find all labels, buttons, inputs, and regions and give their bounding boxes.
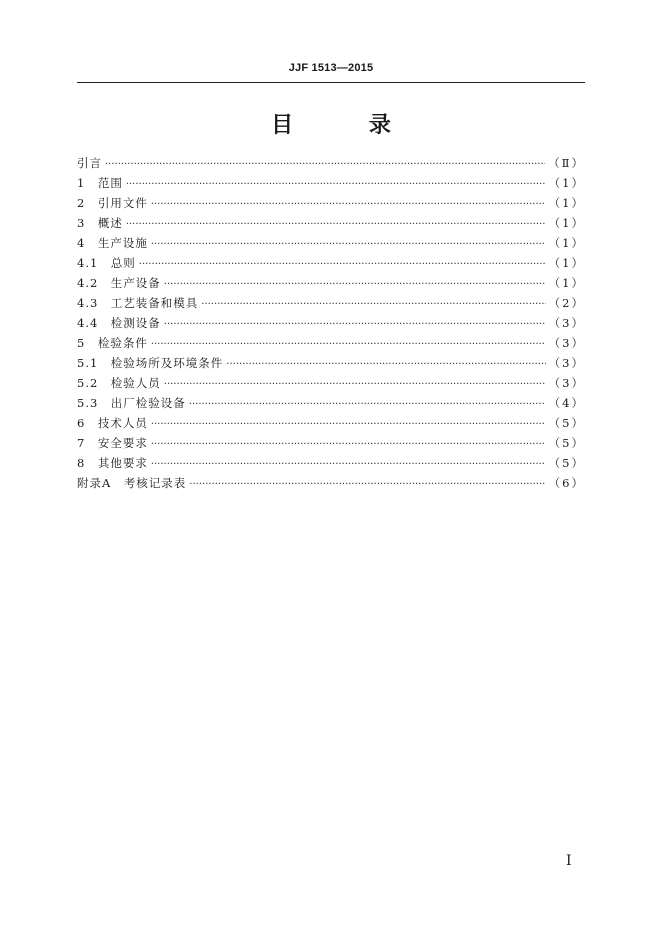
toc-page-number: （3） [548, 316, 585, 330]
toc-page-number: （Ⅱ） [548, 156, 585, 170]
toc-entry-label: 4.4 检测设备 [77, 316, 161, 330]
toc-dot-leader [151, 435, 546, 455]
toc-dot-leader [151, 455, 546, 475]
toc-entry-label: 7 安全要求 [77, 436, 148, 450]
toc-dot-leader [164, 275, 546, 295]
toc-dot-leader [164, 375, 546, 395]
toc-entry-inspection-site[interactable] [77, 353, 585, 373]
toc-page-number: （1） [548, 176, 585, 190]
toc-entry-label: 4 生产设施 [77, 236, 148, 250]
toc-dot-leader [201, 295, 545, 315]
toc-page-number: （5） [548, 416, 585, 430]
toc-page-number: （1） [548, 276, 585, 290]
toc-page-number: （1） [548, 236, 585, 250]
toc-entry-production-equipment[interactable] [77, 273, 585, 293]
toc-page-number: （3） [548, 356, 585, 370]
header-rule [77, 82, 585, 83]
toc-entry-label: 4.2 生产设备 [77, 276, 161, 290]
toc-page-number: （1） [548, 196, 585, 210]
toc-entry-label: 4.3 工艺装备和模具 [77, 296, 199, 310]
toc-page-number: （1） [548, 216, 585, 230]
toc-entry-production-facilities[interactable] [77, 233, 585, 253]
toc-dot-leader [189, 395, 546, 415]
table-of-contents [77, 153, 585, 493]
page-number: Ⅰ [566, 854, 572, 869]
toc-entry-label: 5.2 检验人员 [77, 376, 161, 390]
toc-dot-leader [164, 315, 546, 335]
page-title: 目 录 [271, 113, 425, 138]
toc-page-number: （3） [548, 376, 585, 390]
toc-entry-testing-equipment[interactable] [77, 313, 585, 333]
toc-entry-label: 4.1 总则 [77, 256, 136, 270]
toc-entry-label: 附录A 考核记录表 [77, 476, 187, 490]
toc-entry-overview[interactable] [77, 213, 585, 233]
toc-dot-leader [151, 235, 546, 255]
toc-entry-label: 1 范围 [77, 176, 123, 190]
toc-entry-technical-personnel[interactable] [77, 413, 585, 433]
toc-page-number: （5） [548, 436, 585, 450]
toc-entry-appendix-a[interactable] [77, 473, 585, 493]
toc-entry-safety-requirements[interactable] [77, 433, 585, 453]
toc-dot-leader [105, 155, 545, 175]
toc-page-number: （1） [548, 256, 585, 270]
toc-page-number: （5） [548, 456, 585, 470]
toc-entry-label: 5 检验条件 [77, 336, 148, 350]
toc-dot-leader [151, 415, 546, 435]
toc-entry-other-requirements[interactable] [77, 453, 585, 473]
toc-dot-leader [189, 475, 545, 495]
toc-entry-factory-inspection-equipment[interactable] [77, 393, 585, 413]
toc-page-number: （4） [548, 396, 585, 410]
toc-page-number: （2） [548, 296, 585, 310]
toc-dot-leader [126, 175, 546, 195]
toc-entry-label: 引言 [77, 156, 102, 170]
toc-entry-inspection-conditions[interactable] [77, 333, 585, 353]
toc-entry-inspection-personnel[interactable] [77, 373, 585, 393]
toc-entry-label: 2 引用文件 [77, 196, 148, 210]
toc-entry-references[interactable] [77, 193, 585, 213]
toc-dot-leader [139, 255, 546, 275]
toc-entry-general[interactable] [77, 253, 585, 273]
toc-dot-leader [151, 195, 546, 215]
toc-dot-leader [226, 355, 545, 375]
toc-entry-label: 6 技术人员 [77, 416, 148, 430]
toc-entry-foreword[interactable] [77, 153, 585, 173]
toc-entry-label: 5.1 检验场所及环境条件 [77, 356, 224, 370]
toc-entry-label: 5.3 出厂检验设备 [77, 396, 186, 410]
toc-dot-leader [151, 335, 546, 355]
document-header-code: JJF 1513—2015 [288, 62, 374, 74]
toc-entry-scope[interactable] [77, 173, 585, 193]
toc-dot-leader [126, 215, 546, 235]
toc-entry-tooling-and-molds[interactable] [77, 293, 585, 313]
toc-page-number: （6） [548, 476, 585, 490]
toc-entry-label: 3 概述 [77, 216, 123, 230]
toc-entry-label: 8 其他要求 [77, 456, 148, 470]
toc-page-number: （3） [548, 336, 585, 350]
